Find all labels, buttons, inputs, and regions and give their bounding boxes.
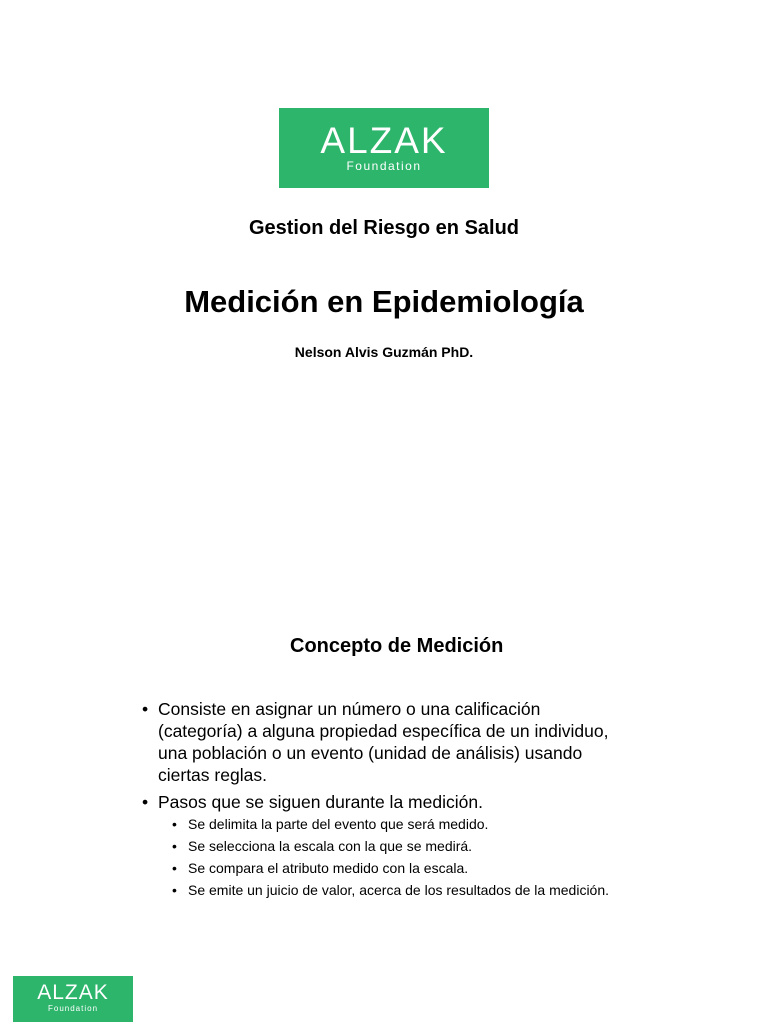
alzak-logo	[279, 108, 489, 188]
bullet-marker: •	[172, 860, 177, 876]
slide-concepto	[0, 512, 768, 1024]
course-subtitle: Gestion del Riesgo en Salud	[248, 217, 520, 239]
sub-bullet-item	[172, 816, 643, 833]
presentation-title: Medición en Epidemiología	[184, 284, 584, 319]
logo-subtitle: Foundation	[346, 159, 422, 173]
sub-bullet-text: Se emite un juicio de valor, acerca de los resultados de la medición.	[188, 882, 610, 898]
bullet-marker: •	[172, 882, 177, 898]
bullet-marker: •	[172, 838, 177, 854]
bullet-marker: •	[142, 699, 149, 719]
bullet-item	[142, 698, 622, 786]
sub-bullet-text: Se selecciona la escala con la que se medirá.	[188, 838, 473, 854]
bullet-item	[142, 791, 622, 899]
sub-bullet-item	[172, 860, 643, 877]
bullet-text: Consiste en asignar un número o una calificación (categoría) a alguna propiedad específica de un individuo, una población o un evento (unidad de análisis) usando ciertas reglas.	[158, 699, 609, 785]
bullet-list	[142, 698, 622, 904]
author-name: Nelson Alvis Guzmán PhD.	[294, 344, 474, 360]
bullet-marker: •	[142, 792, 149, 812]
bullet-marker: •	[172, 816, 177, 832]
sub-bullet-item	[172, 882, 643, 899]
logo-name: ALZAK	[37, 981, 109, 1004]
slide-heading: Concepto de Medición	[290, 635, 504, 657]
sub-bullet-text: Se compara el atributo medido con la escala.	[188, 860, 469, 876]
alzak-logo-small	[13, 976, 133, 1022]
logo-subtitle: Foundation	[47, 1004, 99, 1013]
bullet-text: Pasos que se siguen durante la medición.	[158, 792, 483, 812]
sub-bullet-list	[172, 816, 622, 899]
logo-name: ALZAK	[320, 120, 448, 161]
sub-bullet-item	[172, 838, 643, 855]
sub-bullet-text: Se delimita la parte del evento que será medido.	[188, 816, 489, 832]
